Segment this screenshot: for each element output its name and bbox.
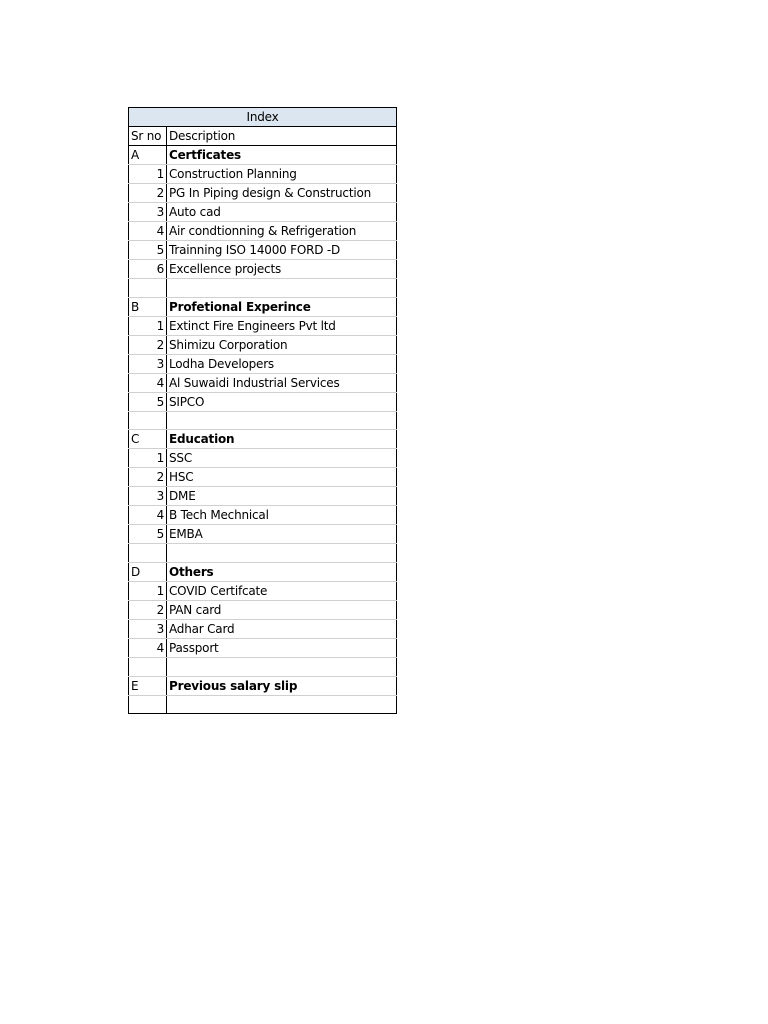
index-title: Index [129,108,397,127]
list-item [129,468,397,487]
item-number: 1 [129,449,167,468]
col-description-header: Description [167,127,397,146]
blank-row [129,544,397,563]
list-item [129,392,397,411]
section-title: Profetional Experince [167,297,397,316]
item-number: 3 [129,203,167,222]
item-number: 2 [129,335,167,354]
item-number: 2 [129,184,167,203]
blank-cell [129,544,167,563]
item-number: 4 [129,506,167,525]
section-letter: D [129,563,167,582]
list-item [129,487,397,506]
item-description: Air condtionning & Refrigeration [167,222,397,241]
list-item [129,449,397,468]
list-item [129,582,397,601]
item-number: 2 [129,601,167,620]
section-row [129,676,397,695]
item-number: 5 [129,392,167,411]
blank-cell [167,695,397,714]
index-table [128,107,397,714]
item-description: PAN card [167,601,397,620]
section-letter: E [129,676,167,695]
list-item [129,203,397,222]
item-description: Extinct Fire Engineers Pvt ltd [167,316,397,335]
section-title: Others [167,563,397,582]
item-description: SIPCO [167,392,397,411]
blank-cell [129,658,167,677]
section-row [129,430,397,449]
item-description: Excellence projects [167,260,397,279]
item-description: COVID Certifcate [167,582,397,601]
blank-cell [167,279,397,298]
item-number: 4 [129,222,167,241]
item-number: 1 [129,582,167,601]
section-row [129,297,397,316]
item-description: Construction Planning [167,165,397,184]
section-title: Education [167,430,397,449]
item-description: Lodha Developers [167,354,397,373]
list-item [129,525,397,544]
item-number: 1 [129,165,167,184]
item-description: Al Suwaidi Industrial Services [167,373,397,392]
item-description: HSC [167,468,397,487]
list-item [129,222,397,241]
item-number: 3 [129,487,167,506]
item-number: 1 [129,316,167,335]
item-number: 2 [129,468,167,487]
item-number: 5 [129,525,167,544]
index-table-body [129,108,397,714]
item-description: Adhar Card [167,620,397,639]
item-description: SSC [167,449,397,468]
section-row [129,146,397,165]
list-item [129,184,397,203]
blank-cell [167,658,397,677]
column-header-row [129,127,397,146]
blank-cell [167,411,397,430]
item-number: 5 [129,241,167,260]
item-description: Trainning ISO 14000 FORD -D [167,241,397,260]
index-title-row [129,108,397,127]
list-item [129,165,397,184]
list-item [129,241,397,260]
blank-cell [129,279,167,298]
item-number: 6 [129,260,167,279]
list-item [129,506,397,525]
blank-row [129,695,397,714]
blank-row [129,411,397,430]
blank-cell [129,695,167,714]
section-title: Previous salary slip [167,676,397,695]
list-item [129,354,397,373]
item-number: 3 [129,620,167,639]
section-letter: A [129,146,167,165]
item-description: DME [167,487,397,506]
section-letter: B [129,297,167,316]
list-item [129,260,397,279]
list-item [129,316,397,335]
blank-cell [167,544,397,563]
list-item [129,620,397,639]
list-item [129,601,397,620]
section-title: Certficates [167,146,397,165]
item-description: Shimizu Corporation [167,335,397,354]
item-description: PG In Piping design & Construction [167,184,397,203]
section-row [129,563,397,582]
item-number: 4 [129,373,167,392]
item-number: 4 [129,639,167,658]
item-description: Passport [167,639,397,658]
item-description: Auto cad [167,203,397,222]
list-item [129,373,397,392]
list-item [129,639,397,658]
section-letter: C [129,430,167,449]
blank-row [129,658,397,677]
col-srno-header: Sr no [129,127,167,146]
list-item [129,335,397,354]
item-description: EMBA [167,525,397,544]
blank-row [129,279,397,298]
blank-cell [129,411,167,430]
item-number: 3 [129,354,167,373]
item-description: B Tech Mechnical [167,506,397,525]
